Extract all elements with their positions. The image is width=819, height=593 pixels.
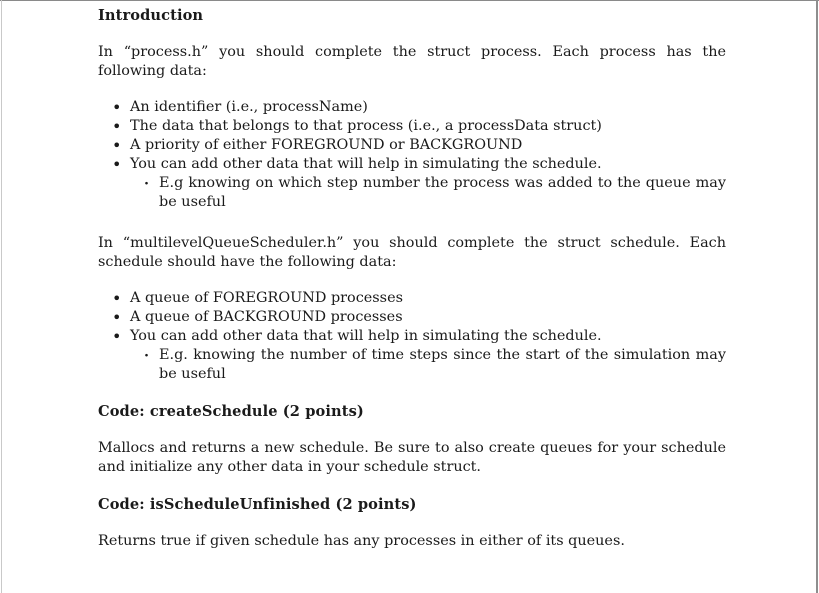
is-schedule-unfinished-paragraph: Returns true if given schedule has any processes in either of its queues. bbox=[98, 533, 625, 549]
document-page bbox=[98, 6, 726, 551]
list-item: • A queue of BACKGROUND processes bbox=[112, 308, 726, 327]
intro-paragraph: In “process.h” you should complete the struct process. Each process has the following data: bbox=[98, 44, 726, 79]
create-schedule-paragraph: Mallocs and returns a new schedule. Be sure to also create queues for your schedule and initialize any other data in your schedule struct. bbox=[98, 440, 726, 475]
schedule-paragraph: In “multilevelQueueScheduler.h” you should complete the struct schedule. Each schedule should have the following data: bbox=[98, 235, 726, 270]
list-item: • A priority of either FOREGROUND or BACKGROUND bbox=[112, 136, 726, 155]
create-schedule-heading: Code: createSchedule (2 points) bbox=[98, 403, 364, 420]
page-left-border bbox=[1, 0, 2, 593]
list-item: • You can add other data that will help in simulating the schedule. bbox=[112, 327, 726, 346]
list-item: • An identifier (i.e., processName) bbox=[112, 98, 726, 117]
schedule-data-list bbox=[112, 289, 726, 346]
intro-heading: Introduction bbox=[98, 7, 204, 24]
schedule-sub-list bbox=[143, 346, 726, 384]
list-item: • A queue of FOREGROUND processes bbox=[112, 289, 726, 308]
list-item: • You can add other data that will help in simulating the schedule. bbox=[112, 155, 726, 174]
sub-list-item: · E.g knowing on which step number the process was added to the queue may be useful bbox=[143, 174, 726, 212]
is-schedule-unfinished-heading: Code: isScheduleUnfinished (2 points) bbox=[98, 496, 417, 513]
process-sub-list bbox=[143, 174, 726, 212]
page-top-border bbox=[0, 0, 819, 1]
list-item: • The data that belongs to that process (i.e., a processData struct) bbox=[112, 117, 726, 136]
process-data-list bbox=[112, 98, 726, 174]
sub-list-item: · E.g. knowing the number of time steps since the start of the simulation may be useful bbox=[143, 346, 726, 384]
scrollbar-edge bbox=[816, 0, 818, 593]
